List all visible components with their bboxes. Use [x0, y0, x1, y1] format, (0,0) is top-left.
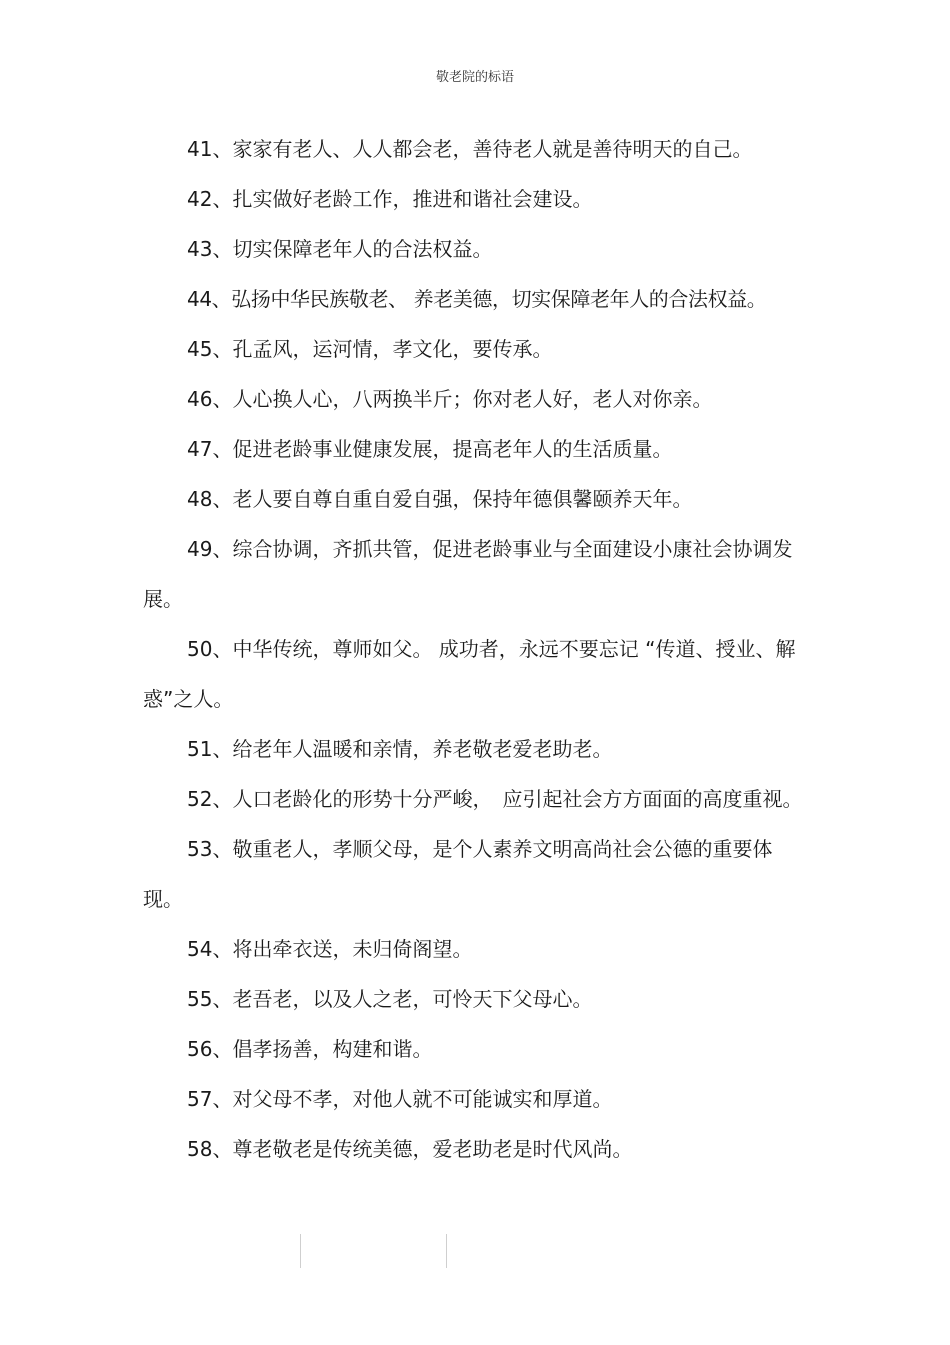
- slogan-item-47: 47、促进老龄事业健康发展，提高老年人的生活质量。: [187, 437, 673, 461]
- slogan-item-42: 42、扎实做好老龄工作，推进和谐社会建设。: [187, 187, 593, 211]
- slogan-item-54: 54、将出牵衣送，未归倚阁望。: [187, 937, 473, 961]
- slogan-item-41: 41、家家有老人、人人都会老，善待老人就是善待明天的自己。: [187, 137, 753, 161]
- slogan-item-50: 50、中华传统，尊师如父。 成功者，永远不要忘记 “传道、授业、解惑”之人。: [143, 637, 796, 711]
- slogan-list: [143, 124, 803, 1174]
- slogan-item-51: 51、给老年人温暖和亲情，养老敬老爱老助老。: [187, 737, 613, 761]
- slogan-item-44: 44、弘扬中华民族敬老、 养老美德，切实保障老年人的合法权益。: [187, 287, 767, 311]
- slogan-item-52: 52、人口老龄化的形势十分严峻， 应引起社会方方面面的高度重视。: [187, 787, 803, 811]
- footer-divider-left: [300, 1234, 301, 1268]
- slogan-item-46: 46、人心换人心，八两换半斤；你对老人好，老人对你亲。: [187, 387, 713, 411]
- slogan-item-55: 55、老吾老，以及人之老，可怜天下父母心。: [187, 987, 593, 1011]
- slogan-item-45: 45、孔孟风，运河情，孝文化，要传承。: [187, 337, 553, 361]
- slogan-item-57: 57、对父母不孝，对他人就不可能诚实和厚道。: [187, 1087, 613, 1111]
- page-header-title: 敬老院的标语: [435, 70, 514, 85]
- slogan-item-58: 58、尊老敬老是传统美德，爱老助老是时代风尚。: [187, 1137, 633, 1161]
- slogan-item-48: 48、老人要自尊自重自爱自强，保持年德俱馨颐养天年。: [187, 487, 693, 511]
- slogan-item-49: 49、综合协调，齐抓共管，促进老龄事业与全面建设小康社会协调发展。: [143, 537, 793, 611]
- slogan-item-56: 56、倡孝扬善，构建和谐。: [187, 1037, 433, 1061]
- slogan-item-53: 53、敬重老人，孝顺父母，是个人素养文明高尚社会公德的重要体现。: [143, 837, 773, 911]
- footer-divider-right: [446, 1234, 447, 1268]
- slogan-item-43: 43、切实保障老年人的合法权益。: [187, 237, 493, 261]
